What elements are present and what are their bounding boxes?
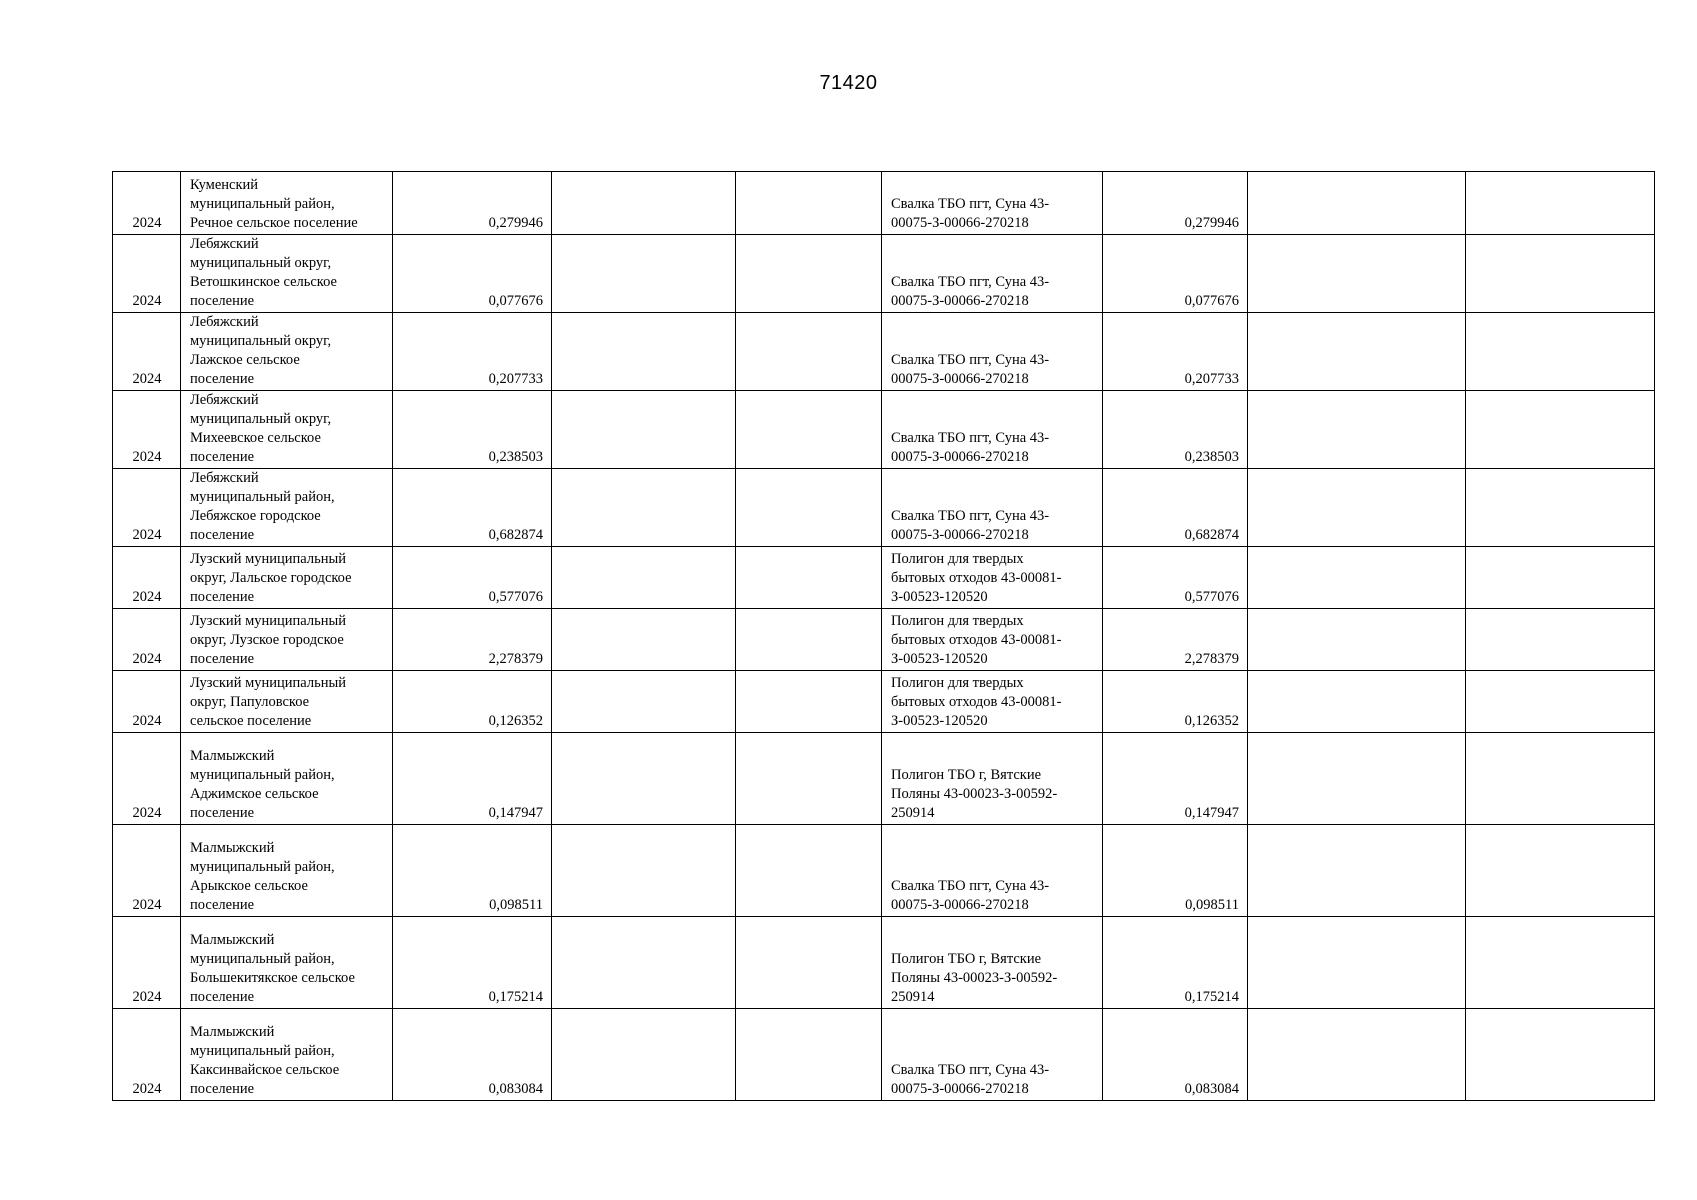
facility-volume-cell: 0,175214 xyxy=(1103,917,1248,1009)
facility-volume-cell: 0,126352 xyxy=(1103,671,1248,733)
empty-cell xyxy=(736,547,882,609)
municipality-cell: Куменский муниципальный район, Речное сельское поселение xyxy=(181,172,393,235)
facility-cell: Свалка ТБО пгт, Суна 43- 00075-З-00066-270218 xyxy=(882,391,1103,469)
empty-cell xyxy=(736,825,882,917)
table-row xyxy=(113,825,1655,917)
volume-cell: 0,147947 xyxy=(393,733,552,825)
volume-cell: 0,098511 xyxy=(393,825,552,917)
facility-cell: Полигон для твердых бытовых отходов 43-00081- З-00523-120520 xyxy=(882,547,1103,609)
empty-cell xyxy=(1248,1009,1466,1101)
empty-cell xyxy=(736,1009,882,1101)
table-row xyxy=(113,609,1655,671)
volume-cell: 2,278379 xyxy=(393,609,552,671)
facility-cell: Свалка ТБО пгт, Суна 43- 00075-З-00066-270218 xyxy=(882,469,1103,547)
facility-cell: Полигон для твердых бытовых отходов 43-00081- З-00523-120520 xyxy=(882,609,1103,671)
facility-volume-cell: 0,207733 xyxy=(1103,313,1248,391)
municipality-cell: Малмыжский муниципальный район, Аджимское сельское поселение xyxy=(181,733,393,825)
year-cell: 2024 xyxy=(113,609,181,671)
facility-cell: Свалка ТБО пгт, Суна 43- 00075-З-00066-270218 xyxy=(882,1009,1103,1101)
empty-cell xyxy=(1466,235,1655,313)
empty-cell xyxy=(736,609,882,671)
empty-cell xyxy=(552,671,736,733)
volume-cell: 0,279946 xyxy=(393,172,552,235)
facility-cell: Свалка ТБО пгт, Суна 43- 00075-З-00066-270218 xyxy=(882,235,1103,313)
empty-cell xyxy=(736,469,882,547)
facility-cell: Полигон ТБО г, Вятские Поляны 43-00023-З-00592- 250914 xyxy=(882,733,1103,825)
empty-cell xyxy=(1466,917,1655,1009)
table-row xyxy=(113,671,1655,733)
table-row xyxy=(113,235,1655,313)
volume-cell: 0,077676 xyxy=(393,235,552,313)
table-row xyxy=(113,917,1655,1009)
facility-volume-cell: 0,577076 xyxy=(1103,547,1248,609)
empty-cell xyxy=(1248,172,1466,235)
empty-cell xyxy=(1466,671,1655,733)
facility-volume-cell: 0,147947 xyxy=(1103,733,1248,825)
table-row xyxy=(113,172,1655,235)
volume-cell: 0,577076 xyxy=(393,547,552,609)
empty-cell xyxy=(1466,733,1655,825)
empty-cell xyxy=(1466,547,1655,609)
empty-cell xyxy=(552,391,736,469)
empty-cell xyxy=(552,917,736,1009)
municipality-cell: Малмыжский муниципальный район, Арыкское сельское поселение xyxy=(181,825,393,917)
municipality-cell: Лебяжский муниципальный округ, Ветошкинское сельское поселение xyxy=(181,235,393,313)
volume-cell: 0,175214 xyxy=(393,917,552,1009)
empty-cell xyxy=(1466,609,1655,671)
table-row xyxy=(113,547,1655,609)
year-cell: 2024 xyxy=(113,917,181,1009)
facility-volume-cell: 0,077676 xyxy=(1103,235,1248,313)
empty-cell xyxy=(1248,391,1466,469)
empty-cell xyxy=(1466,313,1655,391)
municipality-cell: Малмыжский муниципальный район, Каксинвайское сельское поселение xyxy=(181,1009,393,1101)
empty-cell xyxy=(552,469,736,547)
year-cell: 2024 xyxy=(113,313,181,391)
municipality-cell: Лебяжский муниципальный округ, Михеевское сельское поселение xyxy=(181,391,393,469)
empty-cell xyxy=(552,733,736,825)
empty-cell xyxy=(736,917,882,1009)
year-cell: 2024 xyxy=(113,733,181,825)
municipality-cell: Лузский муниципальный округ, Папуловское сельское поселение xyxy=(181,671,393,733)
volume-cell: 0,682874 xyxy=(393,469,552,547)
year-cell: 2024 xyxy=(113,671,181,733)
empty-cell xyxy=(1466,469,1655,547)
empty-cell xyxy=(552,547,736,609)
year-cell: 2024 xyxy=(113,469,181,547)
volume-cell: 0,238503 xyxy=(393,391,552,469)
empty-cell xyxy=(1248,313,1466,391)
volume-cell: 0,207733 xyxy=(393,313,552,391)
empty-cell xyxy=(1248,825,1466,917)
facility-volume-cell: 0,083084 xyxy=(1103,1009,1248,1101)
municipality-cell: Лебяжский муниципальный район, Лебяжское городское поселение xyxy=(181,469,393,547)
empty-cell xyxy=(1248,547,1466,609)
year-cell: 2024 xyxy=(113,547,181,609)
facility-cell: Свалка ТБО пгт, Суна 43- 00075-З-00066-270218 xyxy=(882,825,1103,917)
facility-volume-cell: 0,238503 xyxy=(1103,391,1248,469)
empty-cell xyxy=(1248,609,1466,671)
empty-cell xyxy=(552,172,736,235)
facility-volume-cell: 0,279946 xyxy=(1103,172,1248,235)
volume-cell: 0,126352 xyxy=(393,671,552,733)
data-table xyxy=(112,171,1655,1101)
empty-cell xyxy=(552,313,736,391)
empty-cell xyxy=(552,1009,736,1101)
volume-cell: 0,083084 xyxy=(393,1009,552,1101)
empty-cell xyxy=(552,825,736,917)
facility-cell: Свалка ТБО пгт, Суна 43- 00075-З-00066-270218 xyxy=(882,313,1103,391)
municipality-cell: Малмыжский муниципальный район, Большекитякское сельское поселение xyxy=(181,917,393,1009)
empty-cell xyxy=(552,235,736,313)
empty-cell xyxy=(1466,172,1655,235)
year-cell: 2024 xyxy=(113,172,181,235)
facility-cell: Свалка ТБО пгт, Суна 43- 00075-З-00066-270218 xyxy=(882,172,1103,235)
empty-cell xyxy=(736,172,882,235)
facility-volume-cell: 0,682874 xyxy=(1103,469,1248,547)
empty-cell xyxy=(1466,391,1655,469)
empty-cell xyxy=(1466,825,1655,917)
empty-cell xyxy=(736,671,882,733)
empty-cell xyxy=(1248,671,1466,733)
table-row xyxy=(113,313,1655,391)
empty-cell xyxy=(1466,1009,1655,1101)
year-cell: 2024 xyxy=(113,1009,181,1101)
facility-volume-cell: 2,278379 xyxy=(1103,609,1248,671)
table-row xyxy=(113,1009,1655,1101)
facility-cell: Полигон для твердых бытовых отходов 43-00081- З-00523-120520 xyxy=(882,671,1103,733)
municipality-cell: Лузский муниципальный округ, Лальское городское поселение xyxy=(181,547,393,609)
empty-cell xyxy=(1248,469,1466,547)
empty-cell xyxy=(736,391,882,469)
table-row xyxy=(113,733,1655,825)
municipality-cell: Лузский муниципальный округ, Лузское городское поселение xyxy=(181,609,393,671)
page-number: 71420 xyxy=(819,72,878,94)
facility-volume-cell: 0,098511 xyxy=(1103,825,1248,917)
table-row xyxy=(113,391,1655,469)
facility-cell: Полигон ТБО г, Вятские Поляны 43-00023-З-00592- 250914 xyxy=(882,917,1103,1009)
empty-cell xyxy=(552,609,736,671)
year-cell: 2024 xyxy=(113,391,181,469)
year-cell: 2024 xyxy=(113,235,181,313)
empty-cell xyxy=(736,235,882,313)
empty-cell xyxy=(736,733,882,825)
empty-cell xyxy=(1248,733,1466,825)
empty-cell xyxy=(1248,917,1466,1009)
empty-cell xyxy=(736,313,882,391)
municipality-cell: Лебяжский муниципальный округ, Лажское сельское поселение xyxy=(181,313,393,391)
year-cell: 2024 xyxy=(113,825,181,917)
table-row xyxy=(113,469,1655,547)
empty-cell xyxy=(1248,235,1466,313)
